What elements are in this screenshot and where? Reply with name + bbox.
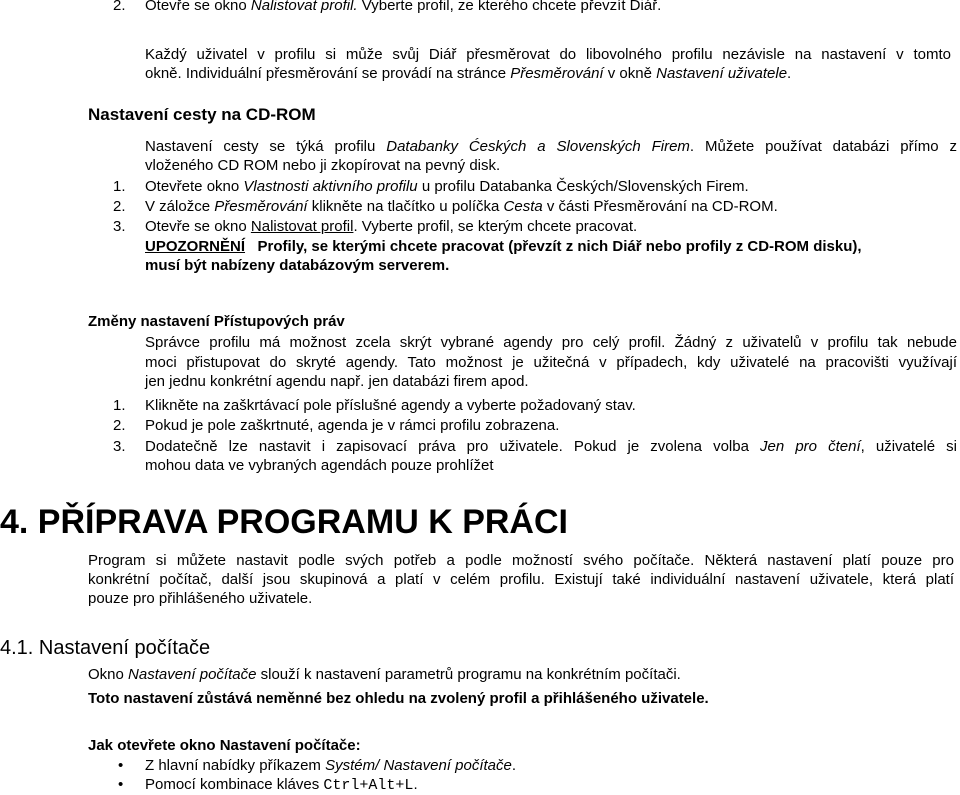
paragraph-line: konkrétní počítač, další jsou skupinová a platí v celém profilu. Existují také individuální nastavení uživatele, která platí	[88, 571, 954, 588]
subsection-heading: 4.1. Nastavení počítače	[0, 637, 211, 659]
list-item-text: mohou data ve vybraných agendách pouze prohlížet	[145, 457, 494, 474]
paragraph-line: Každý uživatel v profilu si může svůj Diář přesměrovat do libovolného profilu nezávisle na nastavení v tomto	[145, 46, 951, 63]
bullet-item-text: Z hlavní nabídky příkazem Systém/ Nastavení počítače.	[145, 757, 517, 774]
list-item-text: Pokud je pole zaškrtnuté, agenda je v rámci profilu zobrazena.	[145, 417, 560, 434]
list-number: 1.	[113, 178, 126, 195]
paragraph-line: Program si můžete nastavit podle svých potřeb a podle možností svého počítače. Některá nastavení platí pouze pro	[88, 552, 954, 569]
paragraph-line: moci přistupovat do skryté agendy. Tato možnost je užitečná v případech, kdy uživatelé na pracovišti využívají	[145, 354, 957, 371]
paragraph-line: Správce profilu má možnost zcela skrýt vybrané agendy pro celý profil. Žádný z uživatelů v profilu tak nebude	[145, 334, 957, 351]
list-number: 2.	[113, 198, 126, 215]
list-item-text: Otevře se okno Nalistovat profil. Vyberte profil, ze kterého chcete převzít Diář.	[145, 0, 662, 14]
paragraph-line: vloženého CD ROM nebo ji zkopírovat na pevný disk.	[145, 157, 501, 174]
list-item-text: Otevřete okno Vlastnosti aktivního profilu u profilu Databanka Českých/Slovenských Firem.	[145, 178, 749, 195]
bullet-icon: •	[118, 757, 124, 774]
list-number: 2.	[113, 0, 126, 14]
list-number: 3.	[113, 438, 126, 455]
list-number: 3.	[113, 218, 126, 235]
bold-note: Toto nastavení zůstává neměnné bez ohledu na zvolený profil a přihlášeného uživatele.	[88, 690, 709, 707]
paragraph-line: Nastavení cesty se týká profilu Databanky Ćeských a Slovenských Firem. Můžete používat databázi přímo z	[145, 138, 958, 155]
warning-text: musí být nabízeny databázovým serverem.	[145, 257, 450, 274]
list-item-text: Dodatečně lze nastavit i zapisovací práva pro uživatele. Pokud je zvolena volba Jen pro čtení, uživatelé si	[145, 438, 957, 455]
paragraph-line: pouze pro přihlášeného uživatele.	[88, 590, 313, 607]
warning-block: UPOZORNĚNÍ Profily, se kterými chcete pracovat (převzít z nich Diář nebo profily z CD-ROM disku),	[145, 238, 862, 255]
list-number: 1.	[113, 397, 126, 414]
chapter-heading: 4. PŘÍPRAVA PROGRAMU K PRÁCI	[0, 503, 568, 541]
keyboard-shortcut: Ctrl+Alt+L	[323, 777, 414, 794]
list-number: 2.	[113, 417, 126, 434]
paragraph-line: Okno Nastavení počítače slouží k nastavení parametrů programu na konkrétním počítači.	[88, 666, 681, 683]
section-heading: Změny nastavení Přístupových práv	[88, 313, 345, 330]
paragraph-line: okně. Individuální přesměrování se provádí na stránce Přesměrování v okně Nastavení uživatele.	[145, 65, 792, 82]
list-item-text: Otevře se okno Nalistovat profil. Vyberte profil, se kterým chcete pracovat.	[145, 218, 638, 235]
list-item-text: V záložce Přesměrování klikněte na tlačítko u políčka Cesta v části Přesměrování na CD-ROM.	[145, 198, 778, 215]
warning-label: UPOZORNĚNÍ	[145, 238, 246, 255]
bullet-item-text: Pomocí kombinace kláves Ctrl+Alt+L.	[145, 776, 418, 794]
list-item-text: Klikněte na zaškrtávací pole příslušné agendy a vyberte požadovaný stav.	[145, 397, 636, 414]
howto-heading: Jak otevřete okno Nastavení počítače:	[88, 737, 361, 754]
bullet-icon: •	[118, 776, 124, 793]
section-heading: Nastavení cesty na CD-ROM	[88, 105, 316, 124]
paragraph-line: jen jednu konkrétní agendu např. jen databázi firem apod.	[145, 373, 529, 390]
